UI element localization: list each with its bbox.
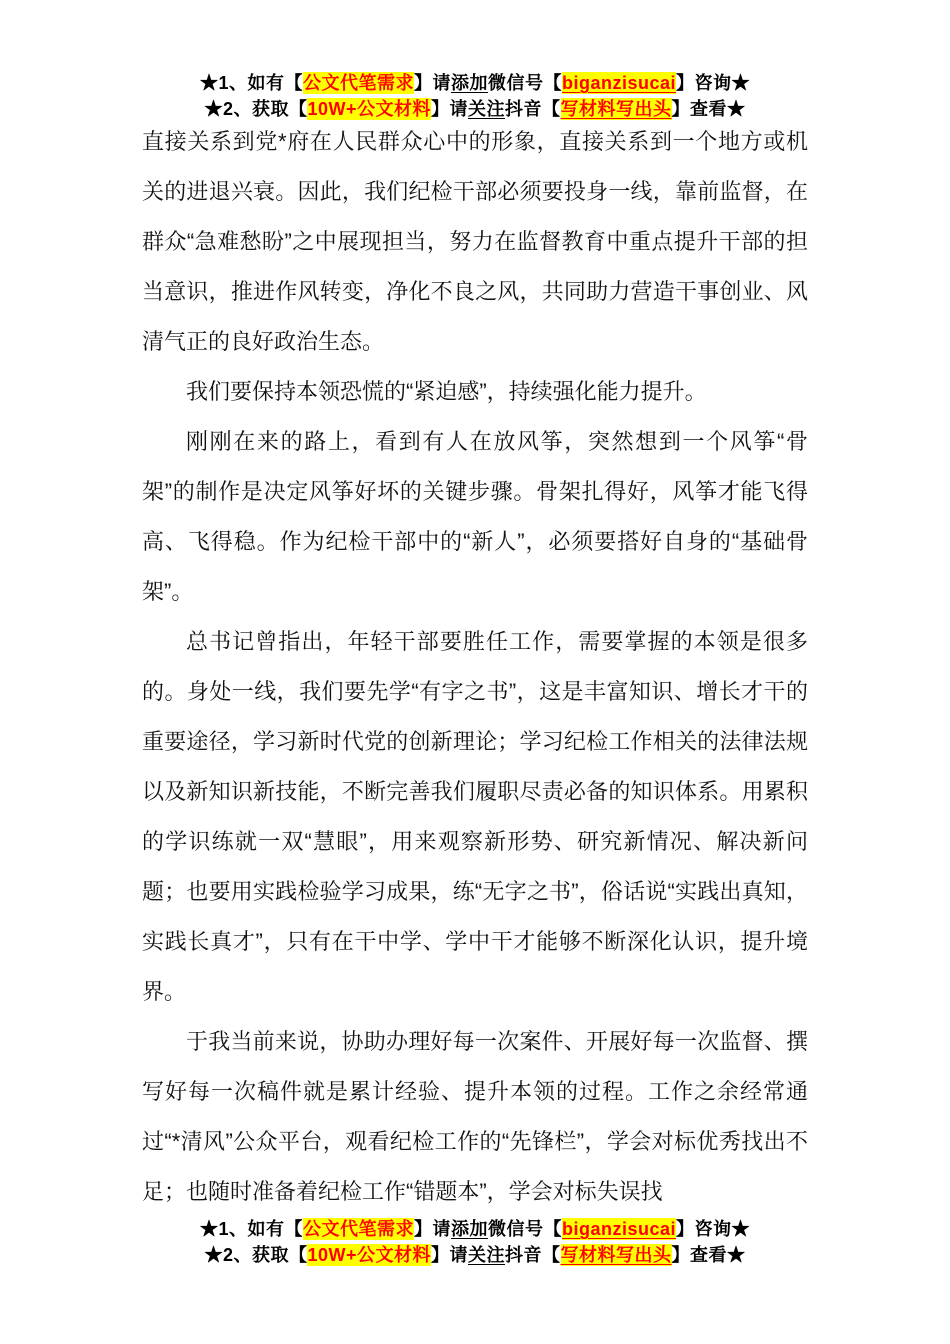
promo-header	[0, 70, 950, 122]
promo-segment: ★2、获取【	[204, 99, 308, 119]
promo-segment: 关注	[468, 99, 506, 119]
body-paragraph: 刚刚在来的路上，看到有人在放风筝，突然想到一个风筝“骨架”的制作是决定风筝好坏的关键步骤。骨架扎得好，风筝才能飞得高、飞得稳。作为纪检干部中的“新人”，必须要搭好自身的“基础骨架”。	[142, 429, 808, 604]
promo-segment: 写材料写出头	[560, 99, 672, 119]
promo-segment: biganzisucai	[561, 73, 677, 93]
promo-segment: 】咨询★	[676, 1219, 751, 1239]
promo-segment: 10W+公文材料	[307, 1245, 432, 1265]
promo-segment: ★2、获取【	[204, 1245, 308, 1265]
promo-header-line-1	[0, 70, 950, 96]
promo-segment: 】咨询★	[676, 73, 751, 93]
promo-segment: ★1、如有【	[199, 73, 303, 93]
promo-segment: ★1、如有【	[199, 1219, 303, 1239]
promo-segment: 添加	[450, 73, 488, 93]
body-paragraph: 于我当前来说，协助办理好每一次案件、开展好每一次监督、撰写好每一次稿件就是累计经验、提升本领的过程。工作之余经常通过“*清风”公众平台，观看纪检工作的“先锋栏”，学会对标优秀找出不足；也随时准备着纪检工作“错题本”，学会对标失误找	[142, 1029, 808, 1204]
promo-segment: 写材料写出头	[560, 1245, 672, 1265]
promo-segment: 抖音【	[505, 99, 561, 119]
promo-segment: 】请	[431, 99, 469, 119]
promo-segment: 】请	[431, 1245, 469, 1265]
promo-segment: 关注	[468, 1245, 506, 1265]
promo-segment: 10W+公文材料	[307, 99, 432, 119]
promo-segment: biganzisucai	[561, 1219, 677, 1239]
promo-segment: 添加	[450, 1219, 488, 1239]
promo-footer	[0, 1216, 950, 1268]
body-paragraph: 总书记曾指出，年轻干部要胜任工作，需要掌握的本领是很多的。身处一线，我们要先学“有字之书”，这是丰富知识、增长才干的重要途径，学习新时代党的创新理论；学习纪检工作相关的法律法规以及新知识新技能，不断完善我们履职尽责必备的知识体系。用累积的学识练就一双“慧眼”，用来观察新形势、研究新情况、解决新问题；也要用实践检验学习成果，练“无字之书”，俗话说“实践出真知，实践长真才”，只有在干中学、学中干才能够不断深化认识，提升境界。	[142, 629, 808, 1004]
promo-segment: 公文代笔需求	[302, 73, 414, 93]
promo-footer-line-2	[0, 1242, 950, 1268]
promo-segment: 抖音【	[505, 1245, 561, 1265]
body-paragraph: 直接关系到党*府在人民群众心中的形象，直接关系到一个地方或机关的进退兴衰。因此，我们纪检干部必须要投身一线，靠前监督，在群众“急难愁盼”之中展现担当，努力在监督教育中重点提升干部的担当意识，推进作风转变，净化不良之风，共同助力营造干事创业、风清气正的良好政治生态。	[142, 129, 808, 354]
promo-segment: 】请	[413, 1219, 451, 1239]
promo-segment: 】请	[413, 73, 451, 93]
promo-segment: 】查看★	[671, 1245, 746, 1265]
promo-segment: 】查看★	[671, 99, 746, 119]
promo-segment: 微信号【	[487, 1219, 562, 1239]
body-paragraph: 我们要保持本领恐慌的“紧迫感”，持续强化能力提升。	[186, 379, 707, 404]
document-body	[142, 117, 808, 1217]
promo-segment: 公文代笔需求	[302, 1219, 414, 1239]
promo-segment: 微信号【	[487, 73, 562, 93]
promo-footer-line-1	[0, 1216, 950, 1242]
